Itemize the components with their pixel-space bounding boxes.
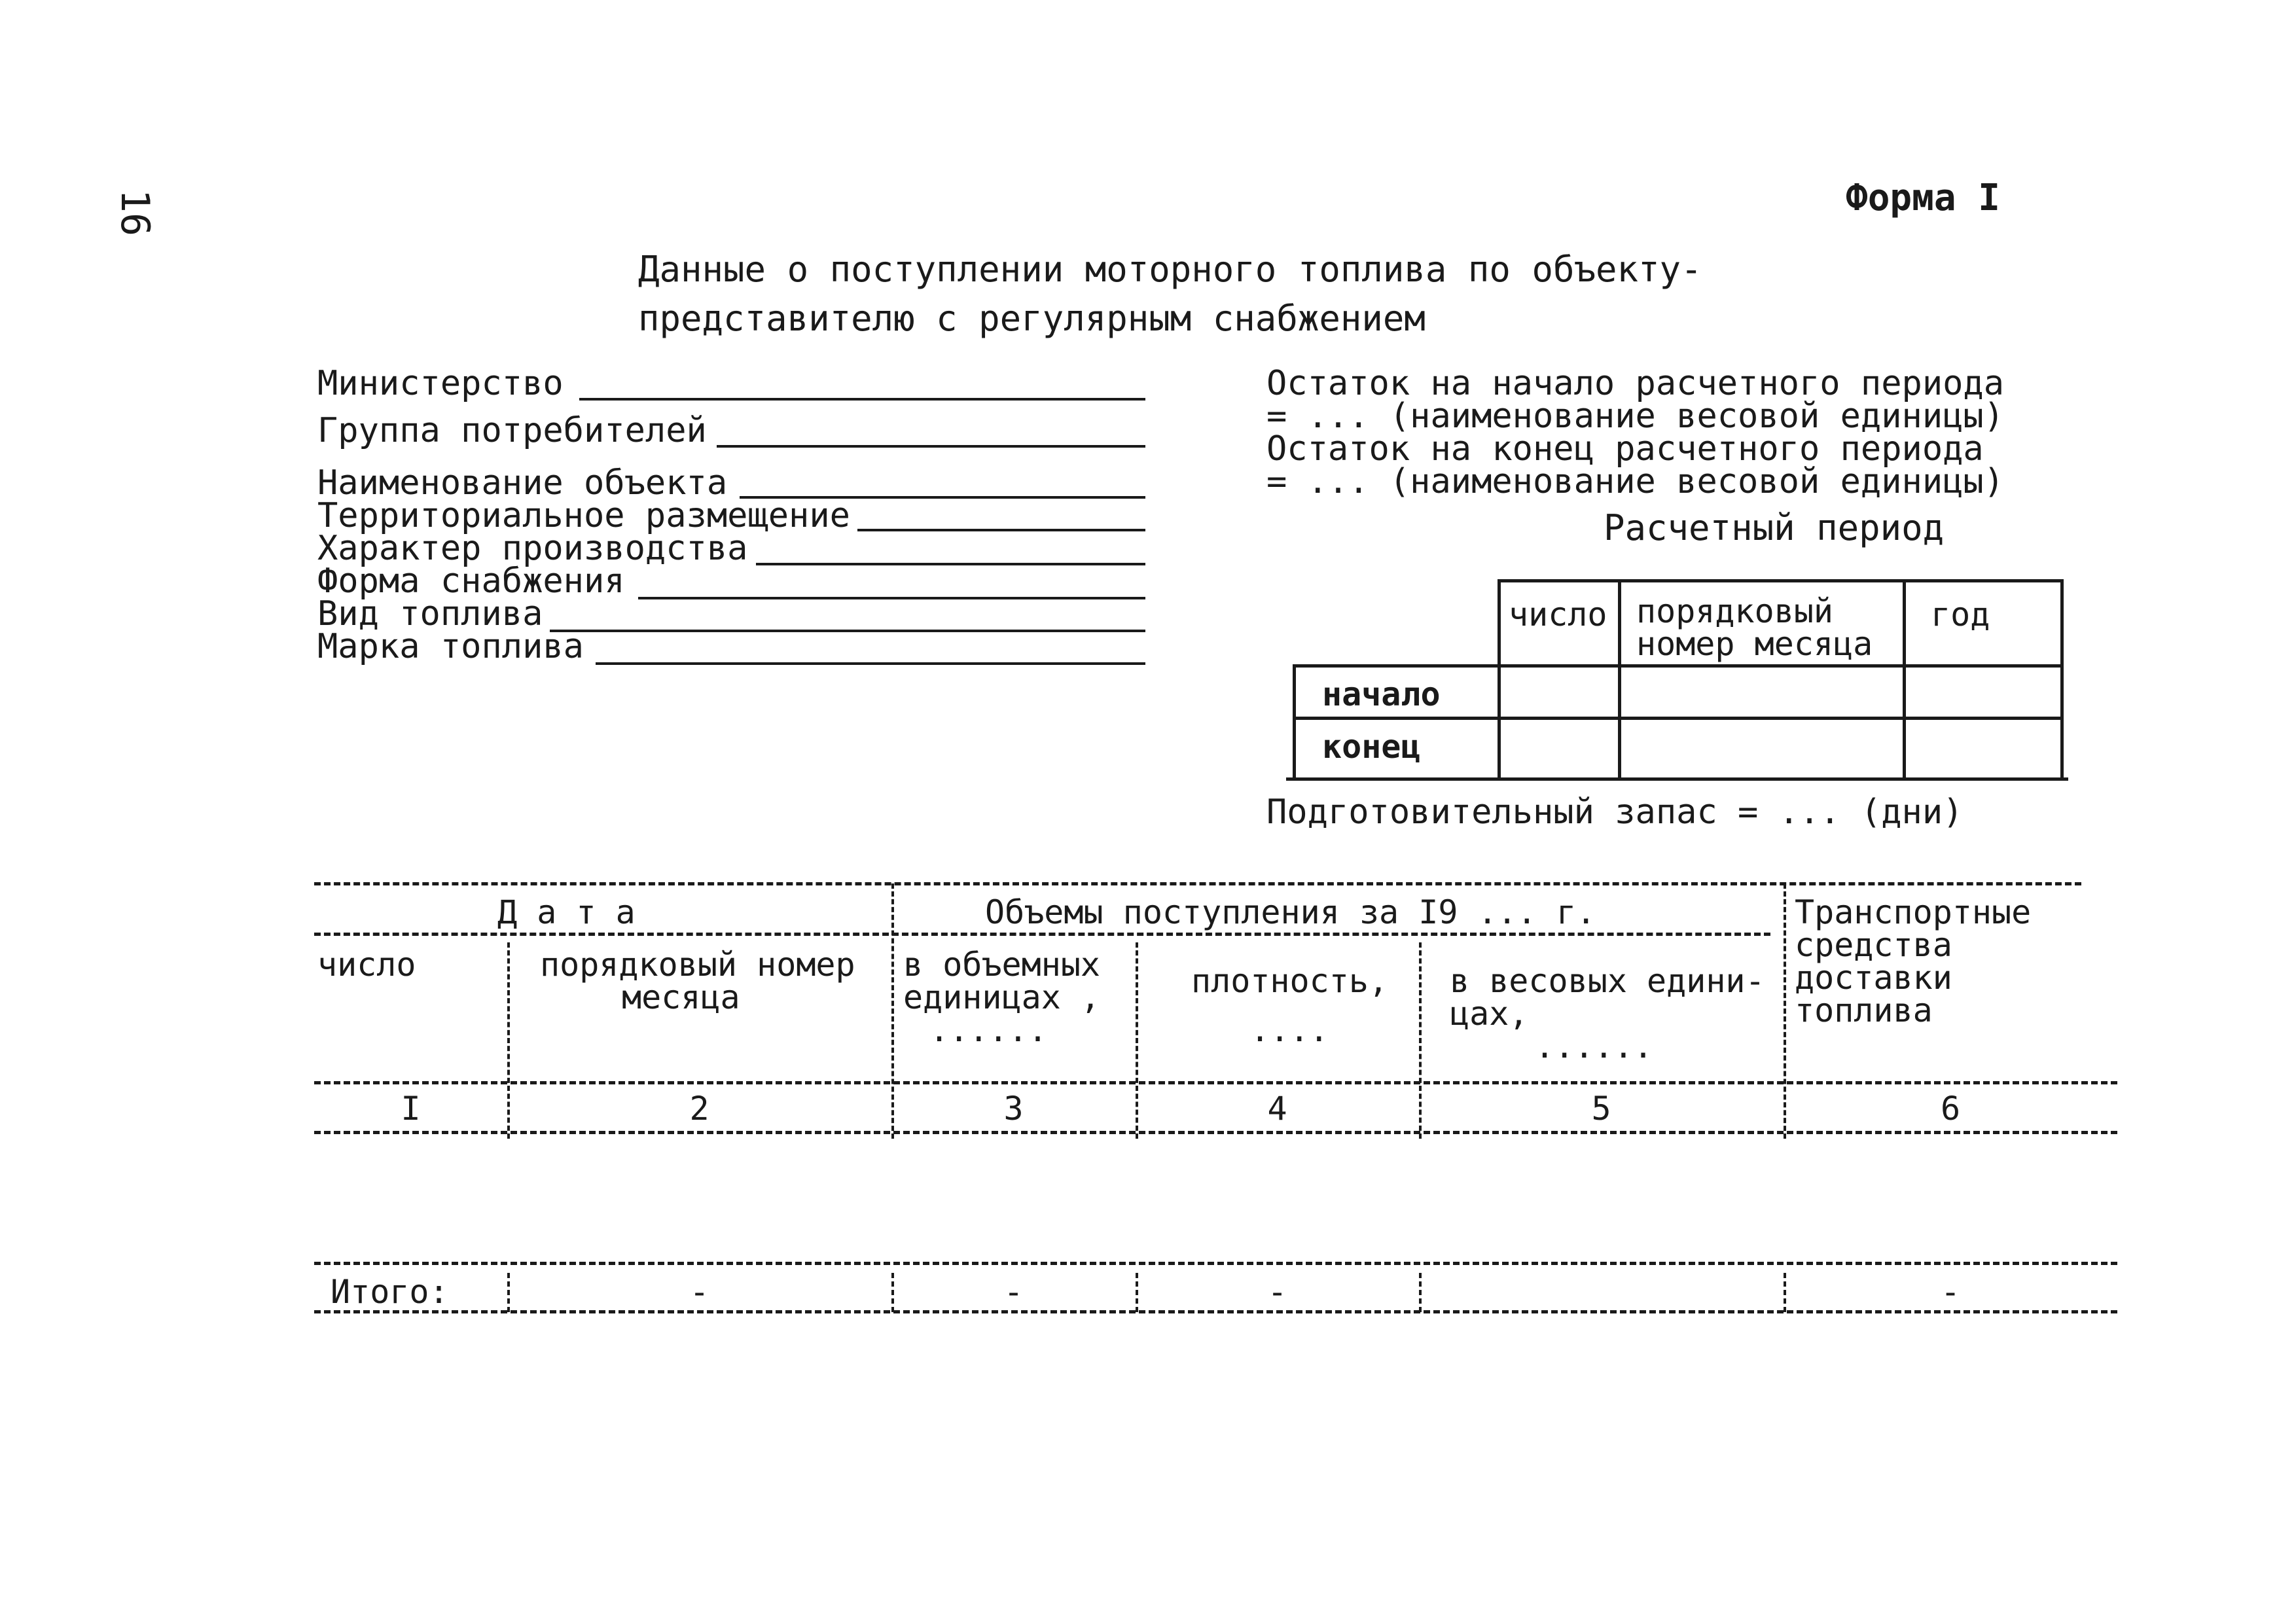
field-fuel-type-label: Вид топлива bbox=[317, 594, 543, 633]
total-value-6: - bbox=[1940, 1273, 1961, 1311]
header-density-1: плотность, bbox=[1191, 962, 1389, 1000]
reserve-label: Подготовительный запас = ... (дни) bbox=[1266, 793, 1964, 832]
page-number: 16 bbox=[112, 188, 158, 237]
column-number-1: I bbox=[401, 1090, 421, 1128]
header-volume-3: ...... bbox=[929, 1011, 1048, 1049]
header-month-1: порядковый номер bbox=[540, 946, 855, 984]
closing-balance-label: Остаток на конец расчетного периода bbox=[1266, 429, 1984, 469]
column-number-2: 2 bbox=[689, 1090, 709, 1128]
header-weight-1: в весовых едини- bbox=[1450, 962, 1765, 1000]
header-date-group: Д а т а bbox=[497, 893, 636, 931]
header-weight-2: цах, bbox=[1450, 995, 1529, 1033]
header-weight-3: ...... bbox=[1535, 1027, 1653, 1065]
field-production-label: Характер производства bbox=[317, 529, 748, 568]
header-transport-4: топлива bbox=[1795, 991, 1933, 1029]
field-ministry-line[interactable] bbox=[579, 398, 1145, 401]
field-supply-form-label: Форма снабжения bbox=[317, 562, 625, 601]
total-value-4: - bbox=[1267, 1273, 1287, 1311]
field-production-line[interactable] bbox=[756, 563, 1145, 565]
period-title: Расчетный период bbox=[1604, 507, 1945, 548]
field-territory-line[interactable] bbox=[857, 529, 1145, 531]
column-number-4: 4 bbox=[1267, 1090, 1287, 1128]
field-fuel-grade-line[interactable] bbox=[596, 662, 1145, 665]
period-col-day: число bbox=[1509, 596, 1607, 633]
field-fuel-type-line[interactable] bbox=[550, 630, 1145, 632]
header-density-2: .... bbox=[1250, 1011, 1329, 1049]
header-month-2: месяца bbox=[622, 978, 740, 1016]
period-col-month-1: порядковый bbox=[1636, 592, 1834, 630]
header-day: число bbox=[317, 946, 416, 984]
field-consumer-group-label: Группа потребителей bbox=[317, 411, 707, 450]
column-number-3: 3 bbox=[1003, 1090, 1024, 1128]
header-volume-1: в объемных bbox=[903, 946, 1101, 984]
field-object-name-label: Наименование объекта bbox=[317, 463, 728, 503]
form-label: Форма I bbox=[1846, 177, 2001, 219]
field-fuel-grade-label: Марка топлива bbox=[317, 627, 584, 666]
document-title-line-2: представителю с регулярным снабжением bbox=[638, 298, 1426, 339]
total-value-3: - bbox=[1003, 1273, 1024, 1311]
period-row-end: конец bbox=[1322, 728, 1421, 766]
header-volume-group: Объемы поступления за I9 ... г. bbox=[985, 893, 1596, 931]
column-number-5: 5 bbox=[1591, 1090, 1611, 1128]
total-label: Итого: bbox=[331, 1273, 449, 1311]
header-transport-2: средства bbox=[1795, 926, 1952, 964]
document-title-line-1: Данные о поступлении моторного топлива по объекту- bbox=[638, 249, 1702, 290]
field-territory-label: Территориальное размещение bbox=[317, 496, 850, 535]
field-supply-form-line[interactable] bbox=[638, 597, 1145, 599]
field-ministry-label: Министерство bbox=[317, 364, 564, 403]
period-col-year: год bbox=[1931, 596, 1990, 633]
closing-balance-unit: = ... (наименование весовой единицы) bbox=[1266, 462, 2005, 501]
field-consumer-group-line[interactable] bbox=[717, 445, 1145, 448]
header-volume-2: единицах , bbox=[903, 978, 1101, 1016]
period-row-start: начало bbox=[1322, 675, 1441, 713]
column-number-6: 6 bbox=[1940, 1090, 1961, 1128]
total-value-2: - bbox=[689, 1273, 709, 1311]
opening-balance-label: Остаток на начало расчетного периода bbox=[1266, 364, 2005, 403]
header-transport-1: Транспортные bbox=[1795, 893, 2032, 931]
opening-balance-unit: = ... (наименование весовой единицы) bbox=[1266, 397, 2005, 436]
header-transport-3: доставки bbox=[1795, 959, 1952, 997]
period-col-month-2: номер месяца bbox=[1636, 625, 1873, 663]
